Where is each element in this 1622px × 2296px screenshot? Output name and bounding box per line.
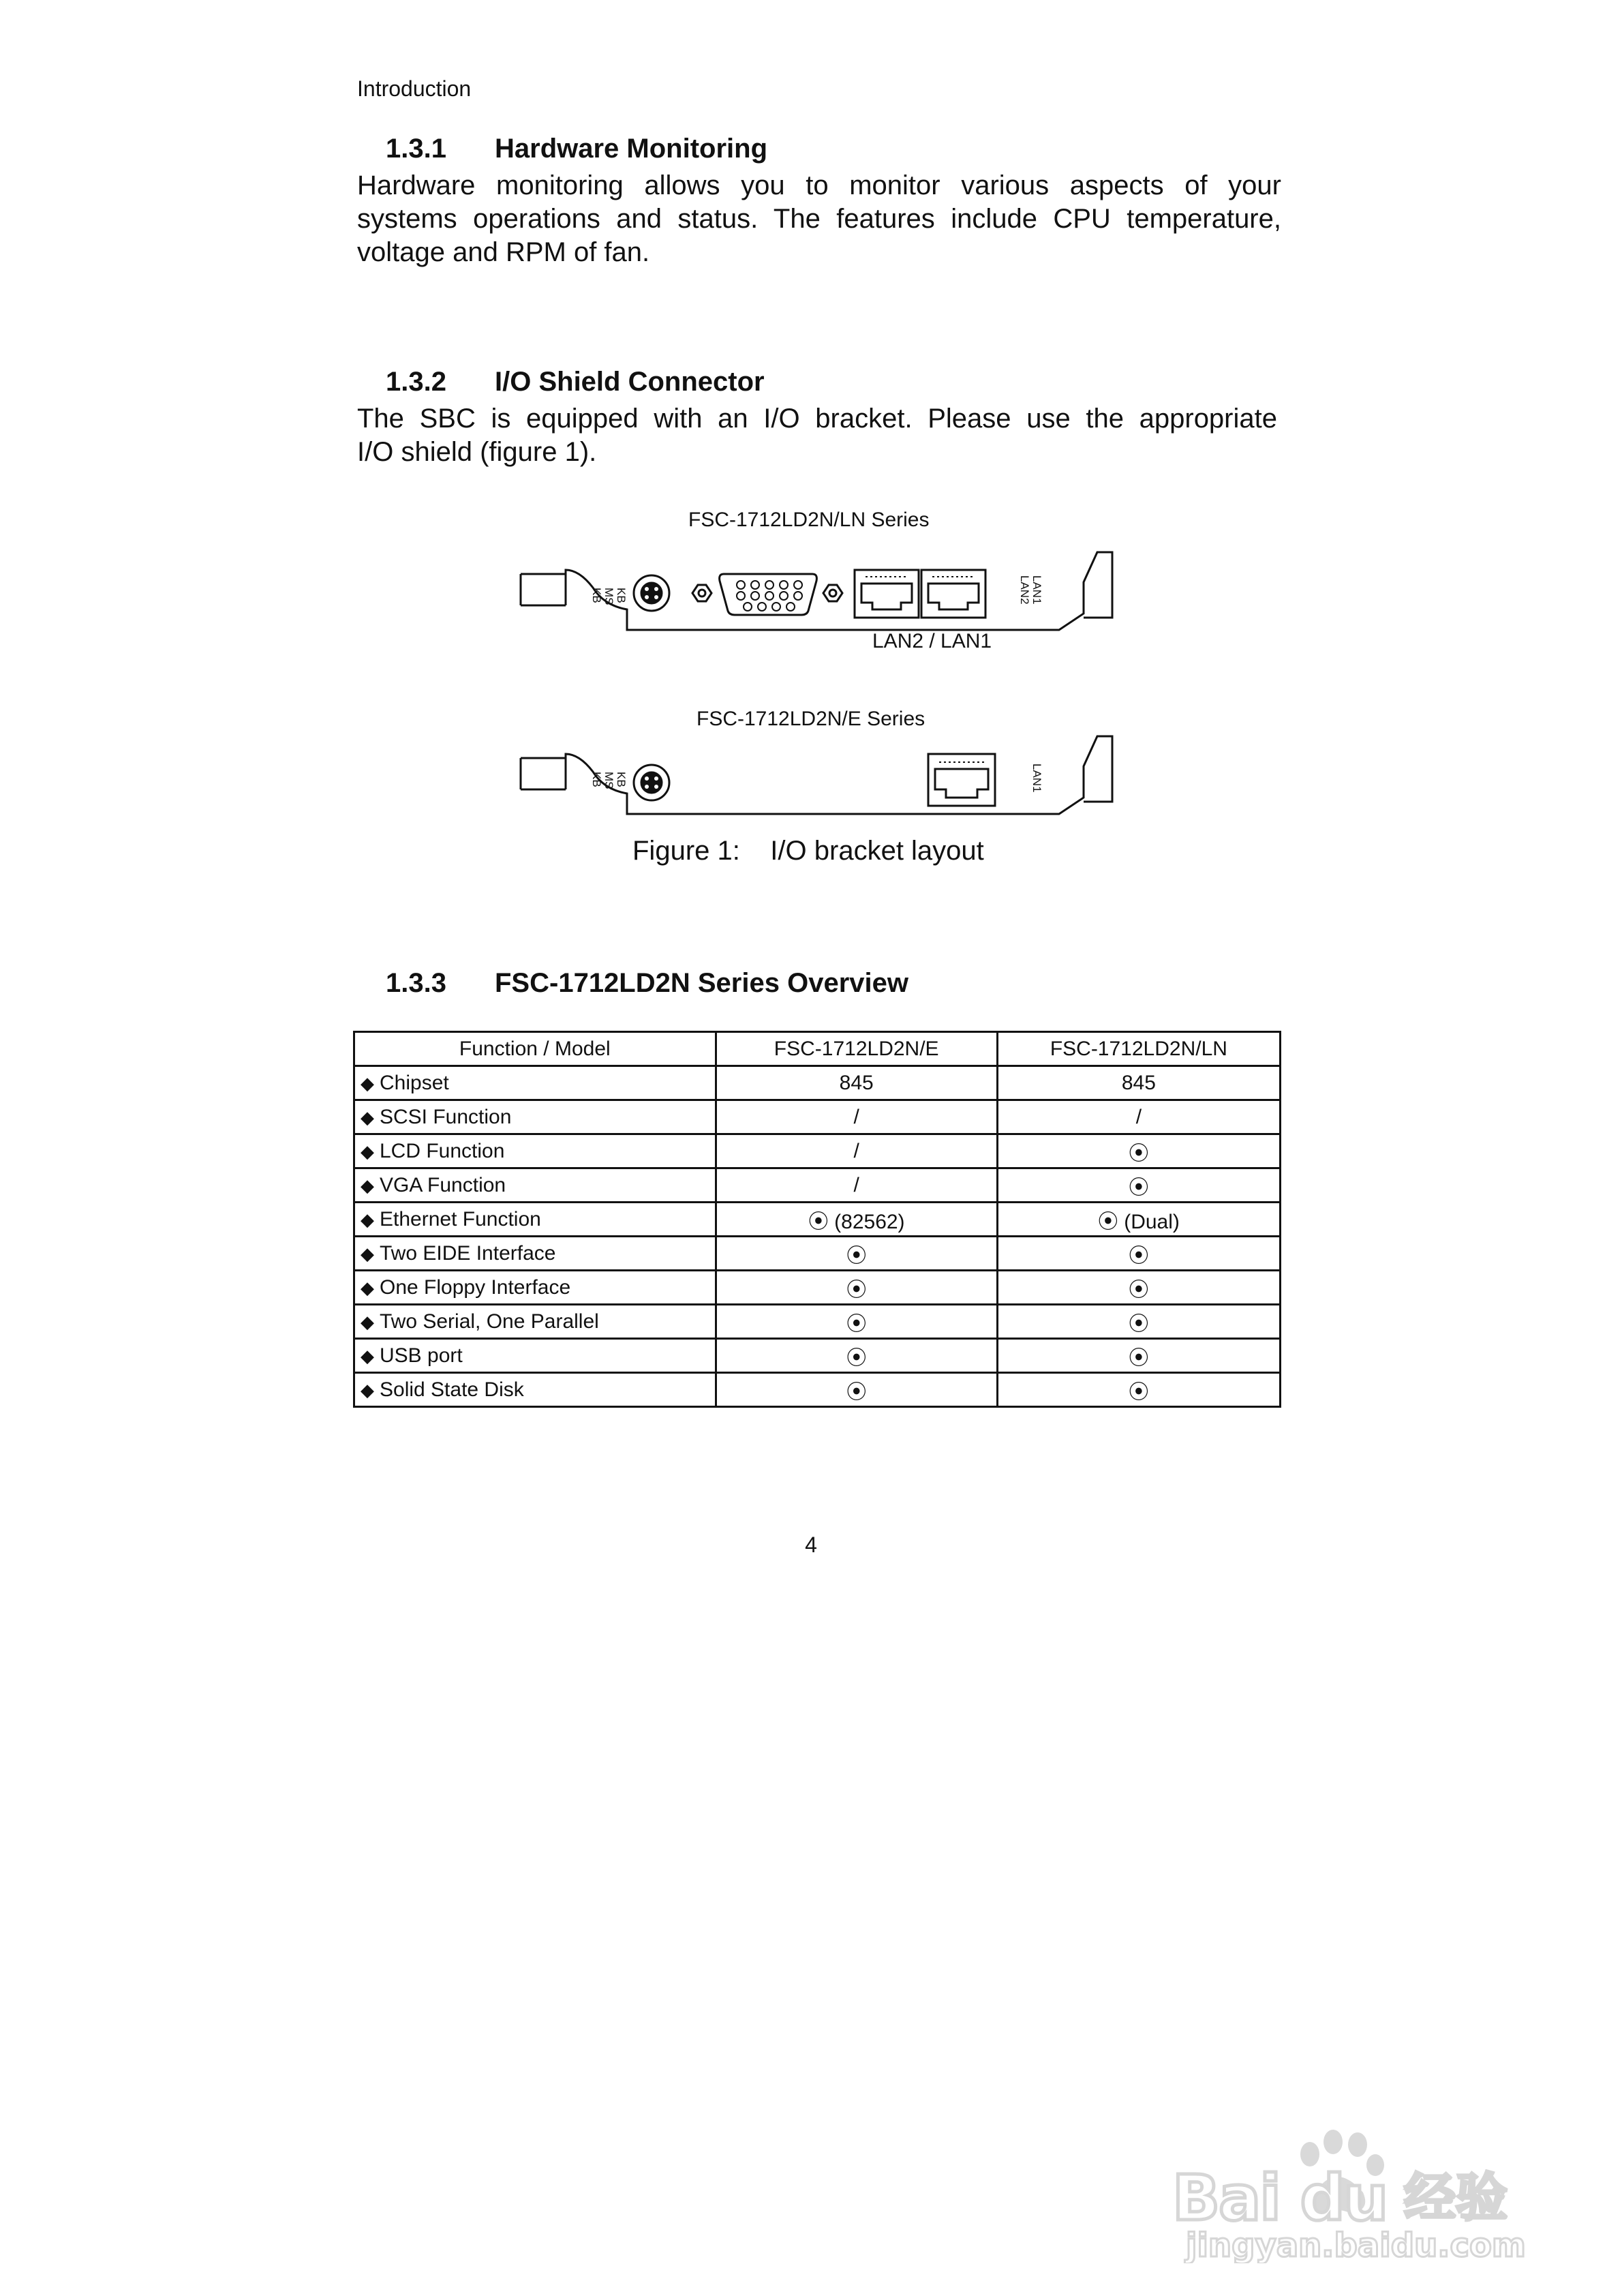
model-ln-cell: ⦿	[997, 1237, 1280, 1271]
function-cell	[354, 1237, 716, 1271]
model-ln-cell: /	[997, 1100, 1280, 1134]
port-label-ms: MS	[602, 588, 615, 605]
bullet-diamond-icon: ◆	[361, 1106, 374, 1128]
bullet-diamond-icon: ◆	[361, 1175, 374, 1196]
paragraph-line: systems operations and status. The features include CPU temperature,	[357, 204, 1281, 234]
model-e-cell: ⦿ (82562)	[716, 1203, 997, 1237]
screw-left	[692, 585, 711, 601]
function-name: Two EIDE Interface	[380, 1241, 556, 1265]
function-name: Chipset	[380, 1071, 449, 1094]
page-number: 4	[805, 1532, 817, 1557]
lan1-port	[921, 570, 985, 618]
bullet-diamond-icon: ◆	[361, 1141, 374, 1162]
ps2-port	[634, 575, 669, 611]
port-label-kb: KB	[590, 588, 603, 603]
model-ln-cell: 845	[997, 1066, 1280, 1100]
model-ln-cell: ⦿	[997, 1134, 1280, 1168]
function-name: LCD Function	[380, 1139, 505, 1162]
paragraph-line: The SBC is equipped with an I/O bracket. Please use the appropriate	[357, 404, 1277, 434]
section-title: I/O Shield Connector	[495, 367, 765, 397]
screw-right	[823, 585, 842, 601]
port-label-kb: KB	[590, 772, 603, 787]
model-e-cell: ⦿	[716, 1305, 997, 1339]
function-cell	[354, 1168, 716, 1203]
model-e-cell: ⦿	[716, 1237, 997, 1271]
model-e-cell: /	[716, 1100, 997, 1134]
model-ln-cell: ⦿ (Dual)	[997, 1203, 1280, 1237]
function-name: VGA Function	[380, 1173, 506, 1196]
section-heading-hardware-monitoring	[386, 134, 767, 164]
io-shield-paragraph	[357, 402, 1277, 469]
io-bracket-e-diagram	[518, 729, 1118, 825]
bracket-ln-title: FSC-1712LD2N/LN Series	[688, 509, 930, 531]
table-row	[354, 1066, 1281, 1100]
model-e-cell: /	[716, 1134, 997, 1168]
series-overview-table	[353, 1031, 1281, 1408]
model-ln-cell: ⦿	[997, 1373, 1280, 1407]
bullet-diamond-icon: ◆	[361, 1243, 374, 1264]
bracket-e-title: FSC-1712LD2N/E Series	[697, 708, 925, 730]
table-header-row	[354, 1032, 1281, 1066]
function-cell	[354, 1339, 716, 1373]
section-title: FSC-1712LD2N Series Overview	[495, 968, 908, 998]
function-cell	[354, 1100, 716, 1134]
header-model-e: FSC-1712LD2N/E	[716, 1032, 997, 1066]
function-cell	[354, 1066, 716, 1100]
section-number: 1.3.2	[386, 367, 446, 397]
lan2-port	[855, 570, 919, 618]
bullet-diamond-icon: ◆	[361, 1379, 374, 1400]
lan-callout: LAN2 / LAN1	[872, 630, 992, 652]
model-e-cell: ⦿	[716, 1373, 997, 1407]
lan1-label: LAN1	[1030, 764, 1043, 793]
function-name: Solid State Disk	[380, 1378, 524, 1401]
section-heading-io-shield	[386, 367, 765, 397]
ps2-port	[634, 765, 669, 800]
function-cell	[354, 1134, 716, 1168]
table-row	[354, 1373, 1281, 1407]
paragraph-line: voltage and RPM of fan.	[357, 237, 650, 267]
paragraph-line: Hardware monitoring allows you to monitor various aspects of your	[357, 170, 1281, 200]
function-name: Ethernet Function	[380, 1207, 541, 1230]
function-name: Two Serial, One Parallel	[380, 1310, 599, 1333]
bullet-diamond-icon: ◆	[361, 1072, 374, 1093]
section-number: 1.3.1	[386, 134, 446, 164]
io-bracket-ln-diagram	[518, 545, 1118, 641]
model-e-cell: /	[716, 1168, 997, 1203]
model-ln-cell: ⦿	[997, 1339, 1280, 1373]
function-cell	[354, 1203, 716, 1237]
model-e-cell: 845	[716, 1066, 997, 1100]
lan1-label: LAN1	[1030, 575, 1043, 605]
header-model-ln: FSC-1712LD2N/LN	[997, 1032, 1280, 1066]
model-ln-cell: ⦿	[997, 1305, 1280, 1339]
watermark-url: jingyan.baidu.com	[1186, 2226, 1526, 2263]
function-name: SCSI Function	[380, 1105, 512, 1128]
function-cell	[354, 1305, 716, 1339]
table-row	[354, 1237, 1281, 1271]
table-row	[354, 1339, 1281, 1373]
function-cell	[354, 1271, 716, 1305]
header-function-model: Function / Model	[354, 1032, 716, 1066]
section-heading-series-overview	[386, 968, 908, 999]
port-label-ms: MS	[602, 772, 615, 789]
table-row	[354, 1305, 1281, 1339]
port-label-kb: KB	[615, 588, 628, 603]
table-row	[354, 1203, 1281, 1237]
table-row	[354, 1134, 1281, 1168]
baidu-jingyan-watermark	[1159, 2127, 1540, 2263]
lan1-port	[928, 754, 995, 806]
function-name: One Floppy Interface	[380, 1275, 571, 1299]
section-title: Hardware Monitoring	[495, 134, 768, 164]
model-e-cell: ⦿	[716, 1271, 997, 1305]
bullet-diamond-icon: ◆	[361, 1277, 374, 1298]
bullet-diamond-icon: ◆	[361, 1345, 374, 1366]
paragraph-line: I/O shield (figure 1).	[357, 437, 597, 467]
table-row	[354, 1100, 1281, 1134]
function-name: USB port	[380, 1344, 463, 1367]
lan2-label: LAN2	[1018, 575, 1031, 605]
watermark-brand: Bai du	[1172, 2162, 1388, 2235]
running-header: Introduction	[357, 76, 472, 101]
port-label-kb: KB	[615, 772, 628, 787]
watermark-subtitle: 经验	[1404, 2167, 1508, 2228]
function-cell	[354, 1373, 716, 1407]
table-row	[354, 1271, 1281, 1305]
hardware-monitoring-paragraph	[357, 169, 1281, 269]
figure-caption: Figure 1: I/O bracket layout	[632, 836, 984, 866]
model-ln-cell: ⦿	[997, 1168, 1280, 1203]
bullet-diamond-icon: ◆	[361, 1311, 374, 1332]
table-row	[354, 1168, 1281, 1203]
section-number: 1.3.3	[386, 968, 446, 998]
model-ln-cell: ⦿	[997, 1271, 1280, 1305]
model-e-cell: ⦿	[716, 1339, 997, 1373]
bullet-diamond-icon: ◆	[361, 1209, 374, 1230]
vga-port	[720, 574, 817, 615]
